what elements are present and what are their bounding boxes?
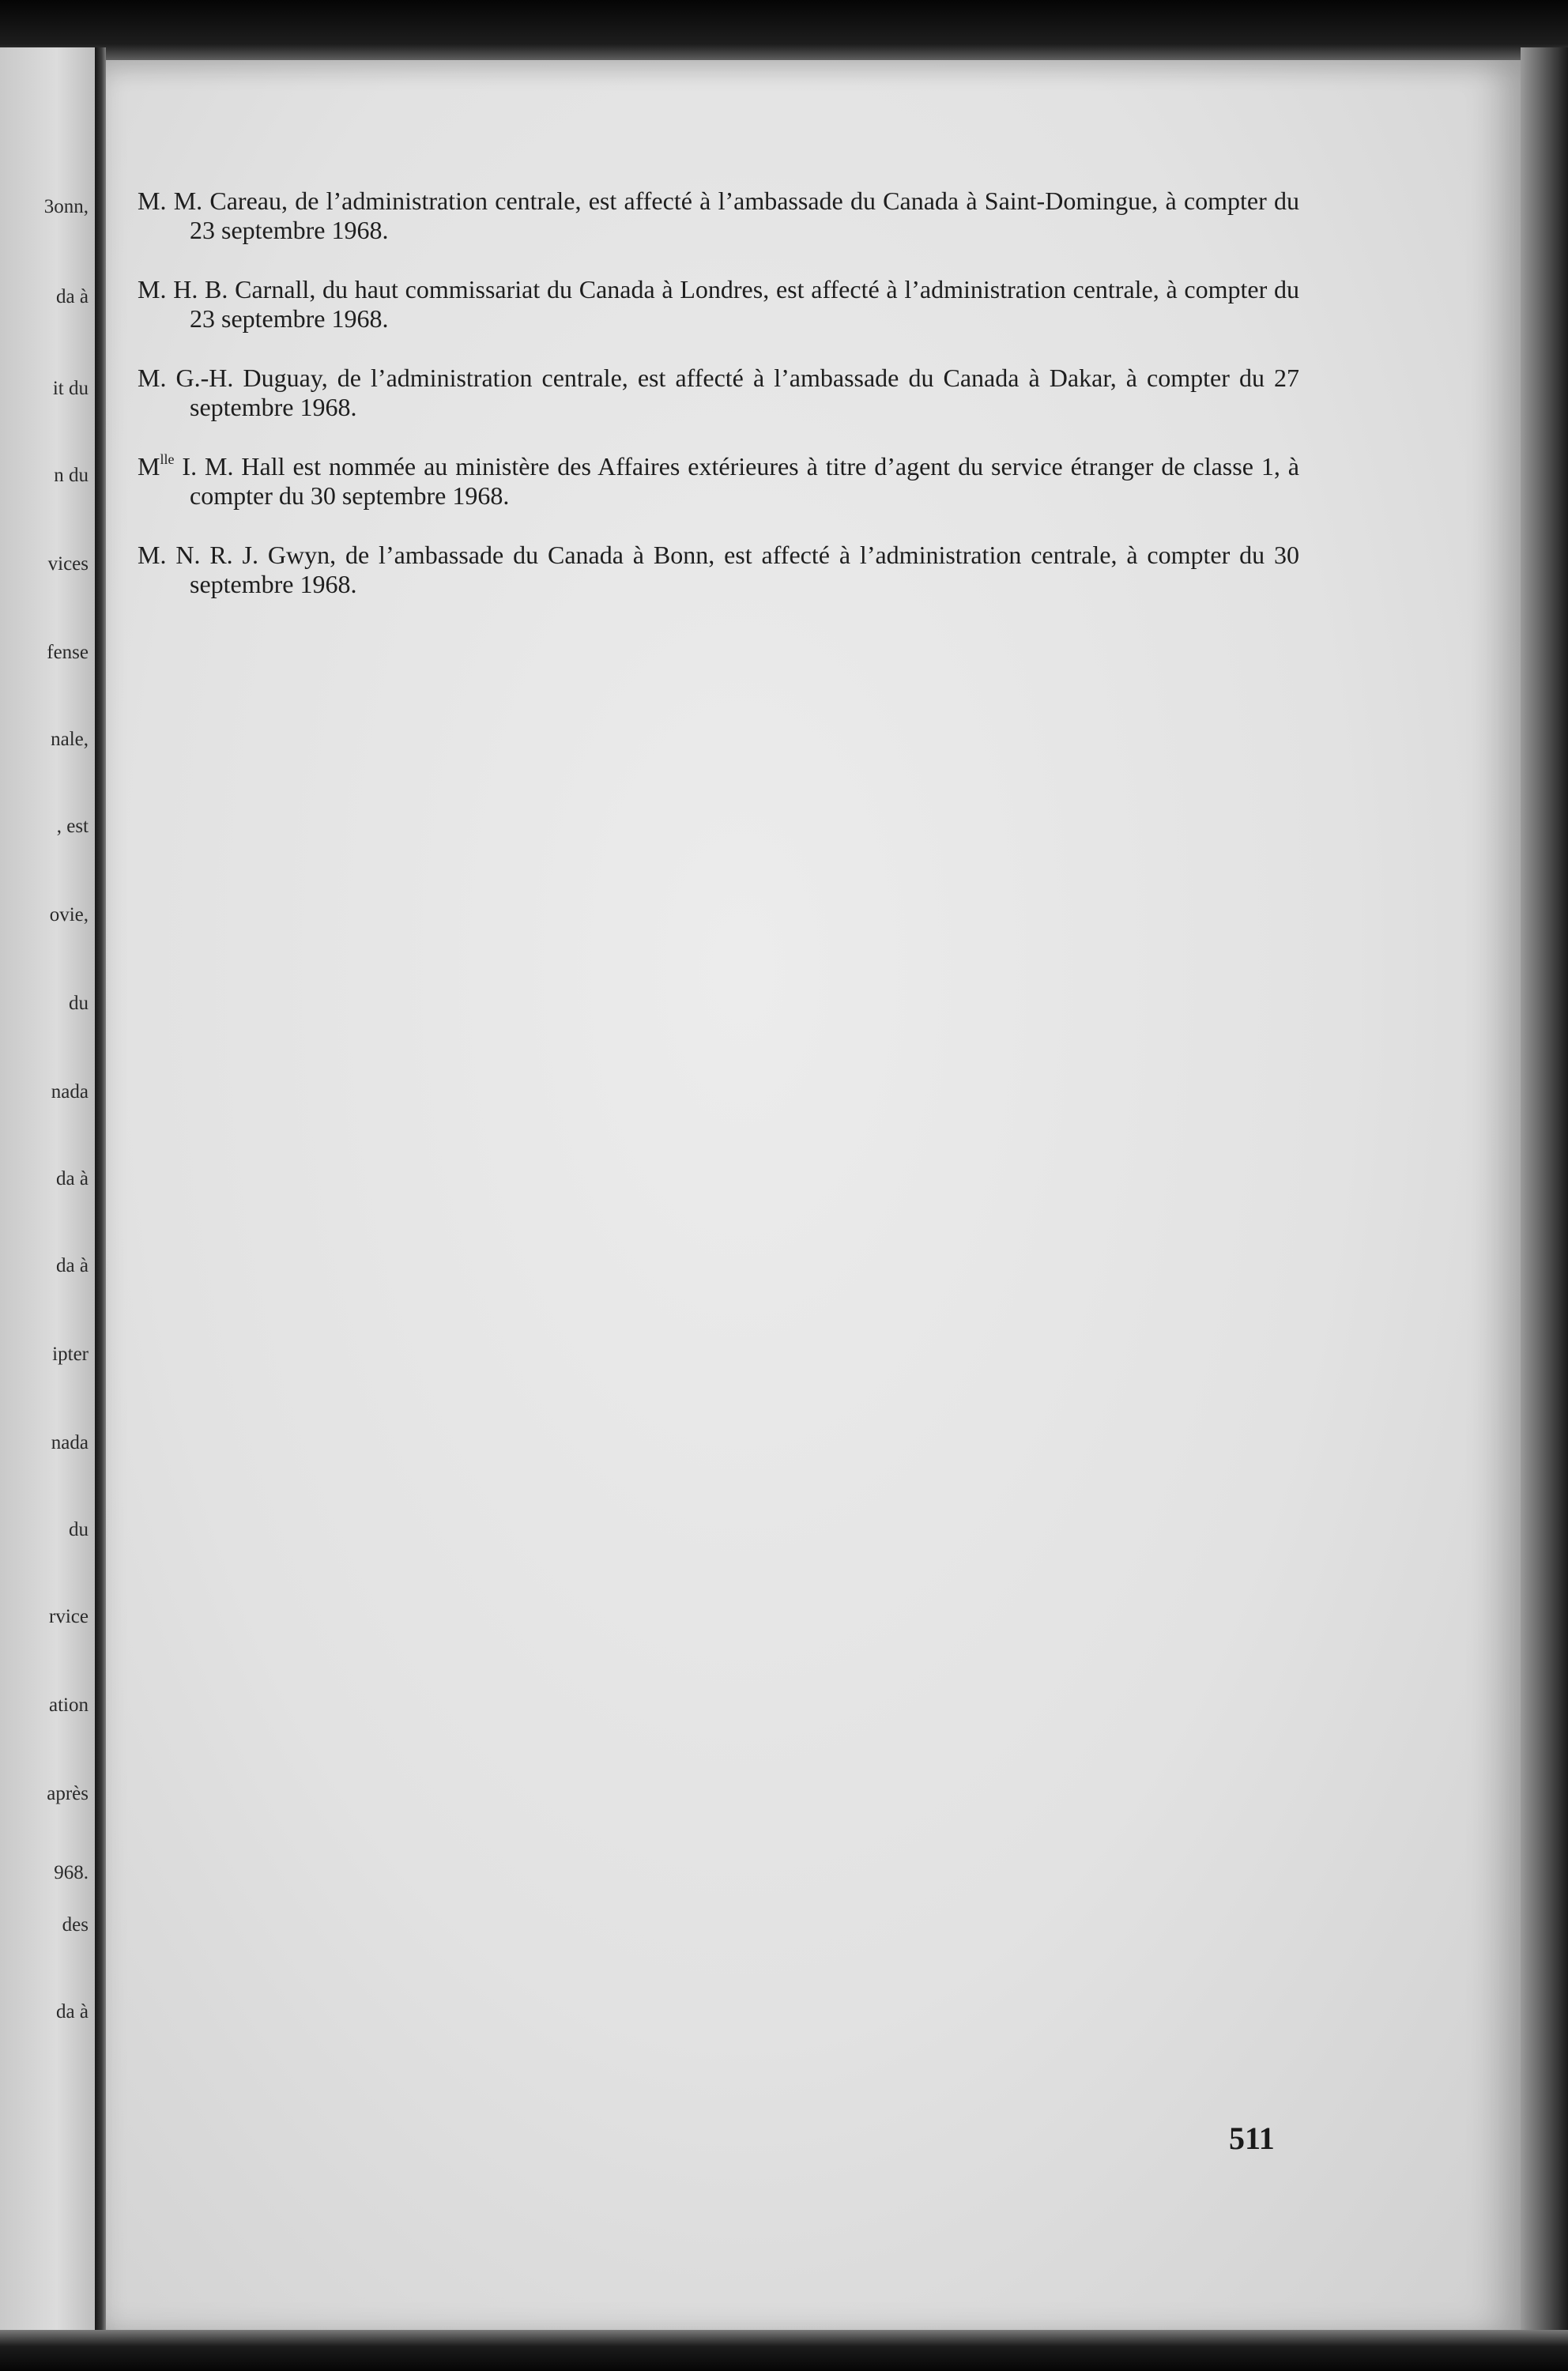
previous-page-text-fragment: , est [56, 816, 89, 837]
appointments-list [138, 187, 1299, 629]
previous-page-edge [0, 47, 95, 2331]
entry-title: M. [138, 541, 167, 569]
previous-page-text-fragment: nada [51, 1081, 89, 1103]
previous-page-text-fragment: n du [54, 465, 89, 486]
previous-page-text-fragment: du [69, 1519, 89, 1540]
previous-page-text-fragment: 3onn, [43, 196, 89, 217]
previous-page-text-fragment: da à [56, 286, 89, 307]
previous-page-text-fragment: fense [47, 642, 89, 663]
scan-bottom-border [0, 2330, 1568, 2371]
entry-text: I. M. Hall est nommée au ministère des Affaires extérieures à titre d’agent du service étranger de classe 1, à compter du 30 septembre 1968. [182, 452, 1300, 510]
list-item [138, 364, 1299, 422]
previous-page-text-fragment: des [62, 1914, 89, 1936]
previous-page-text-fragment: vices [47, 553, 89, 575]
previous-page-text-fragment: da à [56, 1168, 89, 1189]
entry-text: N. R. J. Gwyn, de l’ambassade du Canada à Bonn, est affecté à l’administration centrale, à compter du 30 septembre 1968. [175, 541, 1300, 598]
page-right-edge [1521, 47, 1568, 2339]
previous-page-text-fragment: da à [56, 1255, 89, 1276]
previous-page-text-fragment: 968. [54, 1862, 89, 1883]
entry-title: M. [138, 364, 167, 392]
book-gutter [95, 47, 106, 2331]
list-item [138, 541, 1299, 599]
list-item [138, 275, 1299, 334]
previous-page-text-fragment: ovie, [49, 904, 89, 925]
list-item [138, 452, 1299, 511]
entry-text: H. B. Carnall, du haut commissariat du Canada à Londres, est affecté à l’administration centrale, à compter du 23 septembre 1968. [173, 275, 1300, 333]
previous-page-text-fragment: du [69, 993, 89, 1014]
previous-page-text-fragment: nada [51, 1432, 89, 1453]
entry-text: M. Careau, de l’administration centrale, est affecté à l’ambassade du Canada à Saint-Domingue, à compter du 23 septembre 1968. [173, 187, 1300, 244]
previous-page-text-fragment: rvice [49, 1606, 89, 1627]
previous-page-text-fragment: nale, [51, 729, 89, 750]
entry-title-superscript: lle [160, 451, 175, 467]
scan-top-border [0, 0, 1568, 63]
list-item [138, 187, 1299, 245]
entry-text: G.-H. Duguay, de l’administration centrale, est affecté à l’ambassade du Canada à Dakar, à compter du 27 septembre 1968. [175, 364, 1300, 421]
previous-page-text-fragment: ipter [52, 1344, 89, 1365]
entry-title: M. [138, 187, 167, 215]
page-number: 511 [1229, 2120, 1275, 2156]
previous-page-text-fragment: après [47, 1783, 89, 1804]
previous-page-text-fragment: ation [49, 1694, 89, 1716]
entry-title: M. [138, 275, 167, 303]
entry-title: $M^{lle}$ [138, 451, 175, 481]
previous-page-text-fragment: da à [56, 2001, 89, 2022]
previous-page-text-fragment: it du [52, 378, 89, 399]
